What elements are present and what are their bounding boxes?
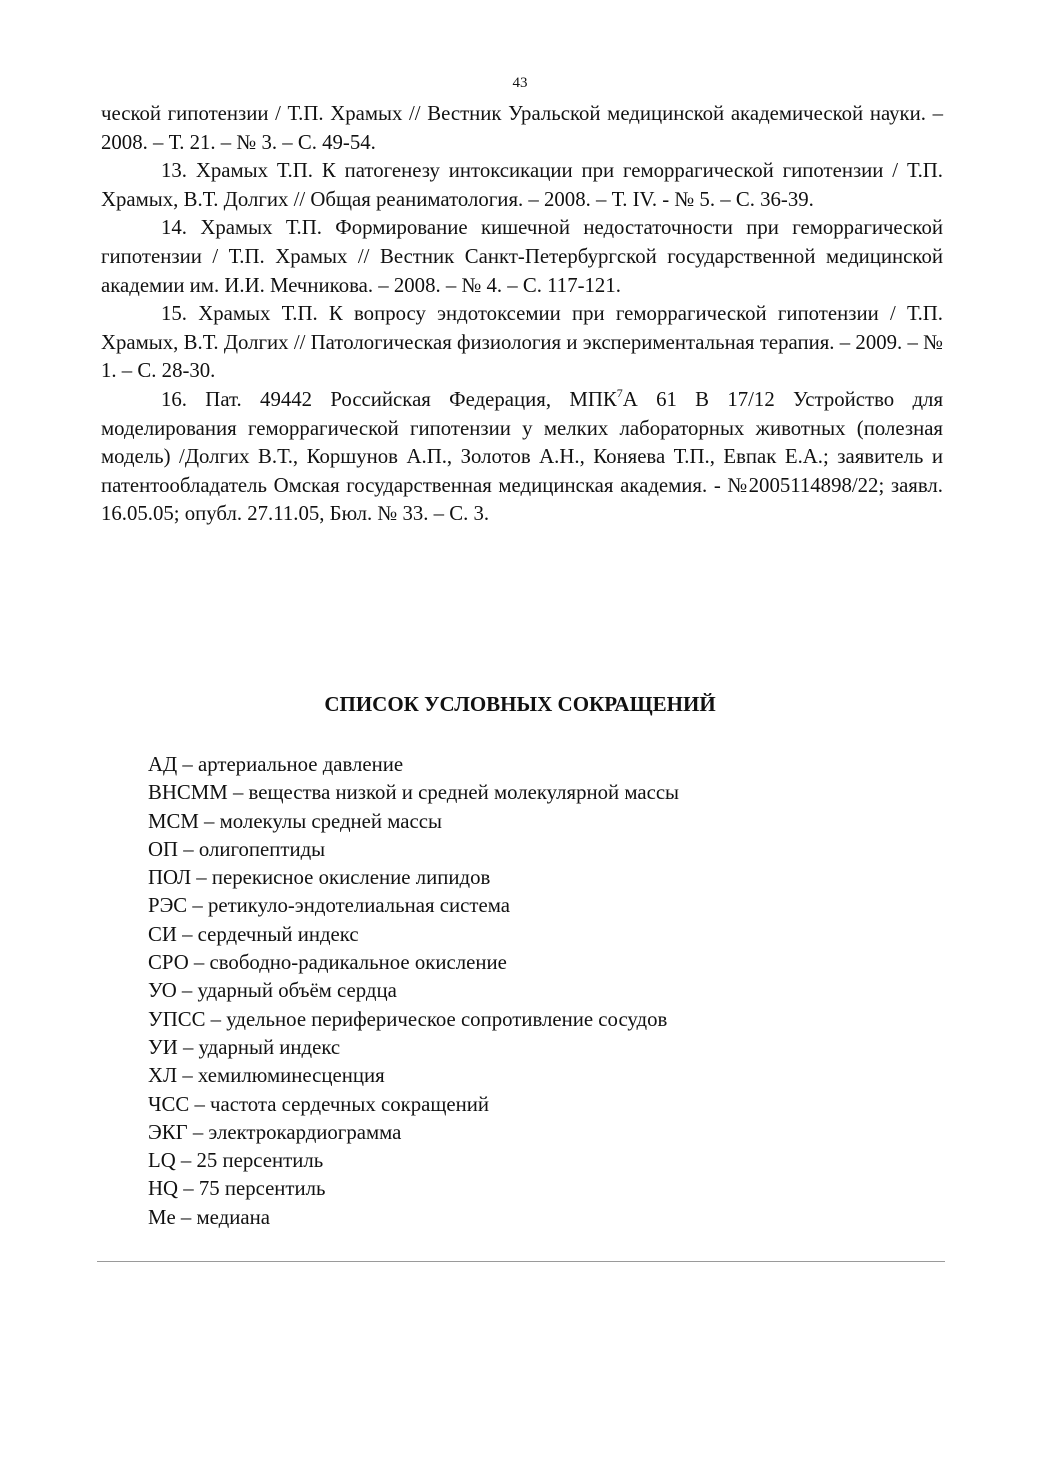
abbreviation-item: УИ – ударный индекс	[148, 1035, 341, 1059]
reference-item: 13. Храмых Т.П. К патогенезу интоксикации при геморрагической гипотензии / Т.П. Храмых, В.Т. Долгих // Общая реаниматология. – 2008. – Т. IV. - № 5. – С. 36-39.	[101, 159, 943, 211]
abbreviation-item: ХЛ – хемилюминесценция	[148, 1064, 385, 1088]
reference-item	[101, 386, 943, 529]
reference-text: 16. Пат. 49442 Российская Федерация, МПК	[161, 387, 617, 411]
abbreviation-item: HQ – 75 персентиль	[148, 1177, 326, 1201]
abbreviation-item: ОП – олигопептиды	[148, 837, 326, 861]
page-number: 43	[512, 75, 528, 91]
reference-item: ческой гипотензии / Т.П. Храмых // Вестник Уральской медицинской академической науки. – 2008. – Т. 21. – № 3. – С. 49-54.	[101, 102, 943, 154]
abbreviation-item: ЭКГ – электрокардиограмма	[148, 1120, 402, 1144]
abbreviation-item: МСМ – молекулы средней массы	[148, 809, 442, 833]
abbreviation-item: ЧСС – частота сердечных сокращений	[148, 1092, 489, 1116]
abbreviation-item: ПОЛ – перекисное окисление липидов	[148, 866, 491, 890]
abbreviation-list	[148, 751, 928, 1232]
reference-item: 14. Храмых Т.П. Формирование кишечной недостаточности при геморрагической гипотензии / Т.П. Храмых // Вестник Санкт-Петербургской государственной медицинской академии им. И.И. Мечникова. – 2008. – № 4. – С. 117-121.	[101, 216, 943, 297]
abbreviation-item: СРО – свободно-радикальное окисление	[148, 951, 507, 975]
reference-list	[101, 100, 943, 529]
reference-text: А 61 В 17/12 Устройство для моделирования геморрагической гипотензии у мелких лабораторных животных (полезная модель) /Долгих В.Т., Коршунов А.П., Золотов А.Н., Коняева Т.П., Евпак Е.А.; заявитель и патентообладатель Омская государственная медицинская академия. - №2005114898/22; заявл. 16.05.05; опубл. 27.11.05, Бюл. № 33. – С. 3.	[101, 387, 944, 526]
footer-divider	[97, 1261, 945, 1262]
abbreviation-item: Me – медиана	[148, 1205, 270, 1229]
abbreviation-item: УПСС – удельное периферическое сопротивление сосудов	[148, 1007, 668, 1031]
abbreviation-item: УО – ударный объём сердца	[148, 979, 397, 1003]
reference-superscript: 7	[616, 386, 623, 401]
reference-item: 15. Храмых Т.П. К вопросу эндотоксемии при геморрагической гипотензии / Т.П. Храмых, В.Т. Долгих // Патологическая физиология и экспериментальная терапия. – 2009. – № 1. – С. 28-30.	[101, 302, 943, 383]
abbreviation-item: РЭС – ретикуло-эндотелиальная система	[148, 894, 510, 918]
section-title: СПИСОК УСЛОВНЫХ СОКРАЩЕНИЙ	[324, 692, 716, 716]
abbreviation-item: АД – артериальное давление	[148, 753, 404, 776]
abbreviation-item: ВНСММ – вещества низкой и средней молекулярной массы	[148, 781, 680, 805]
abbreviation-item: LQ – 25 персентиль	[148, 1149, 324, 1173]
abbreviation-item: СИ – сердечный индекс	[148, 922, 359, 946]
